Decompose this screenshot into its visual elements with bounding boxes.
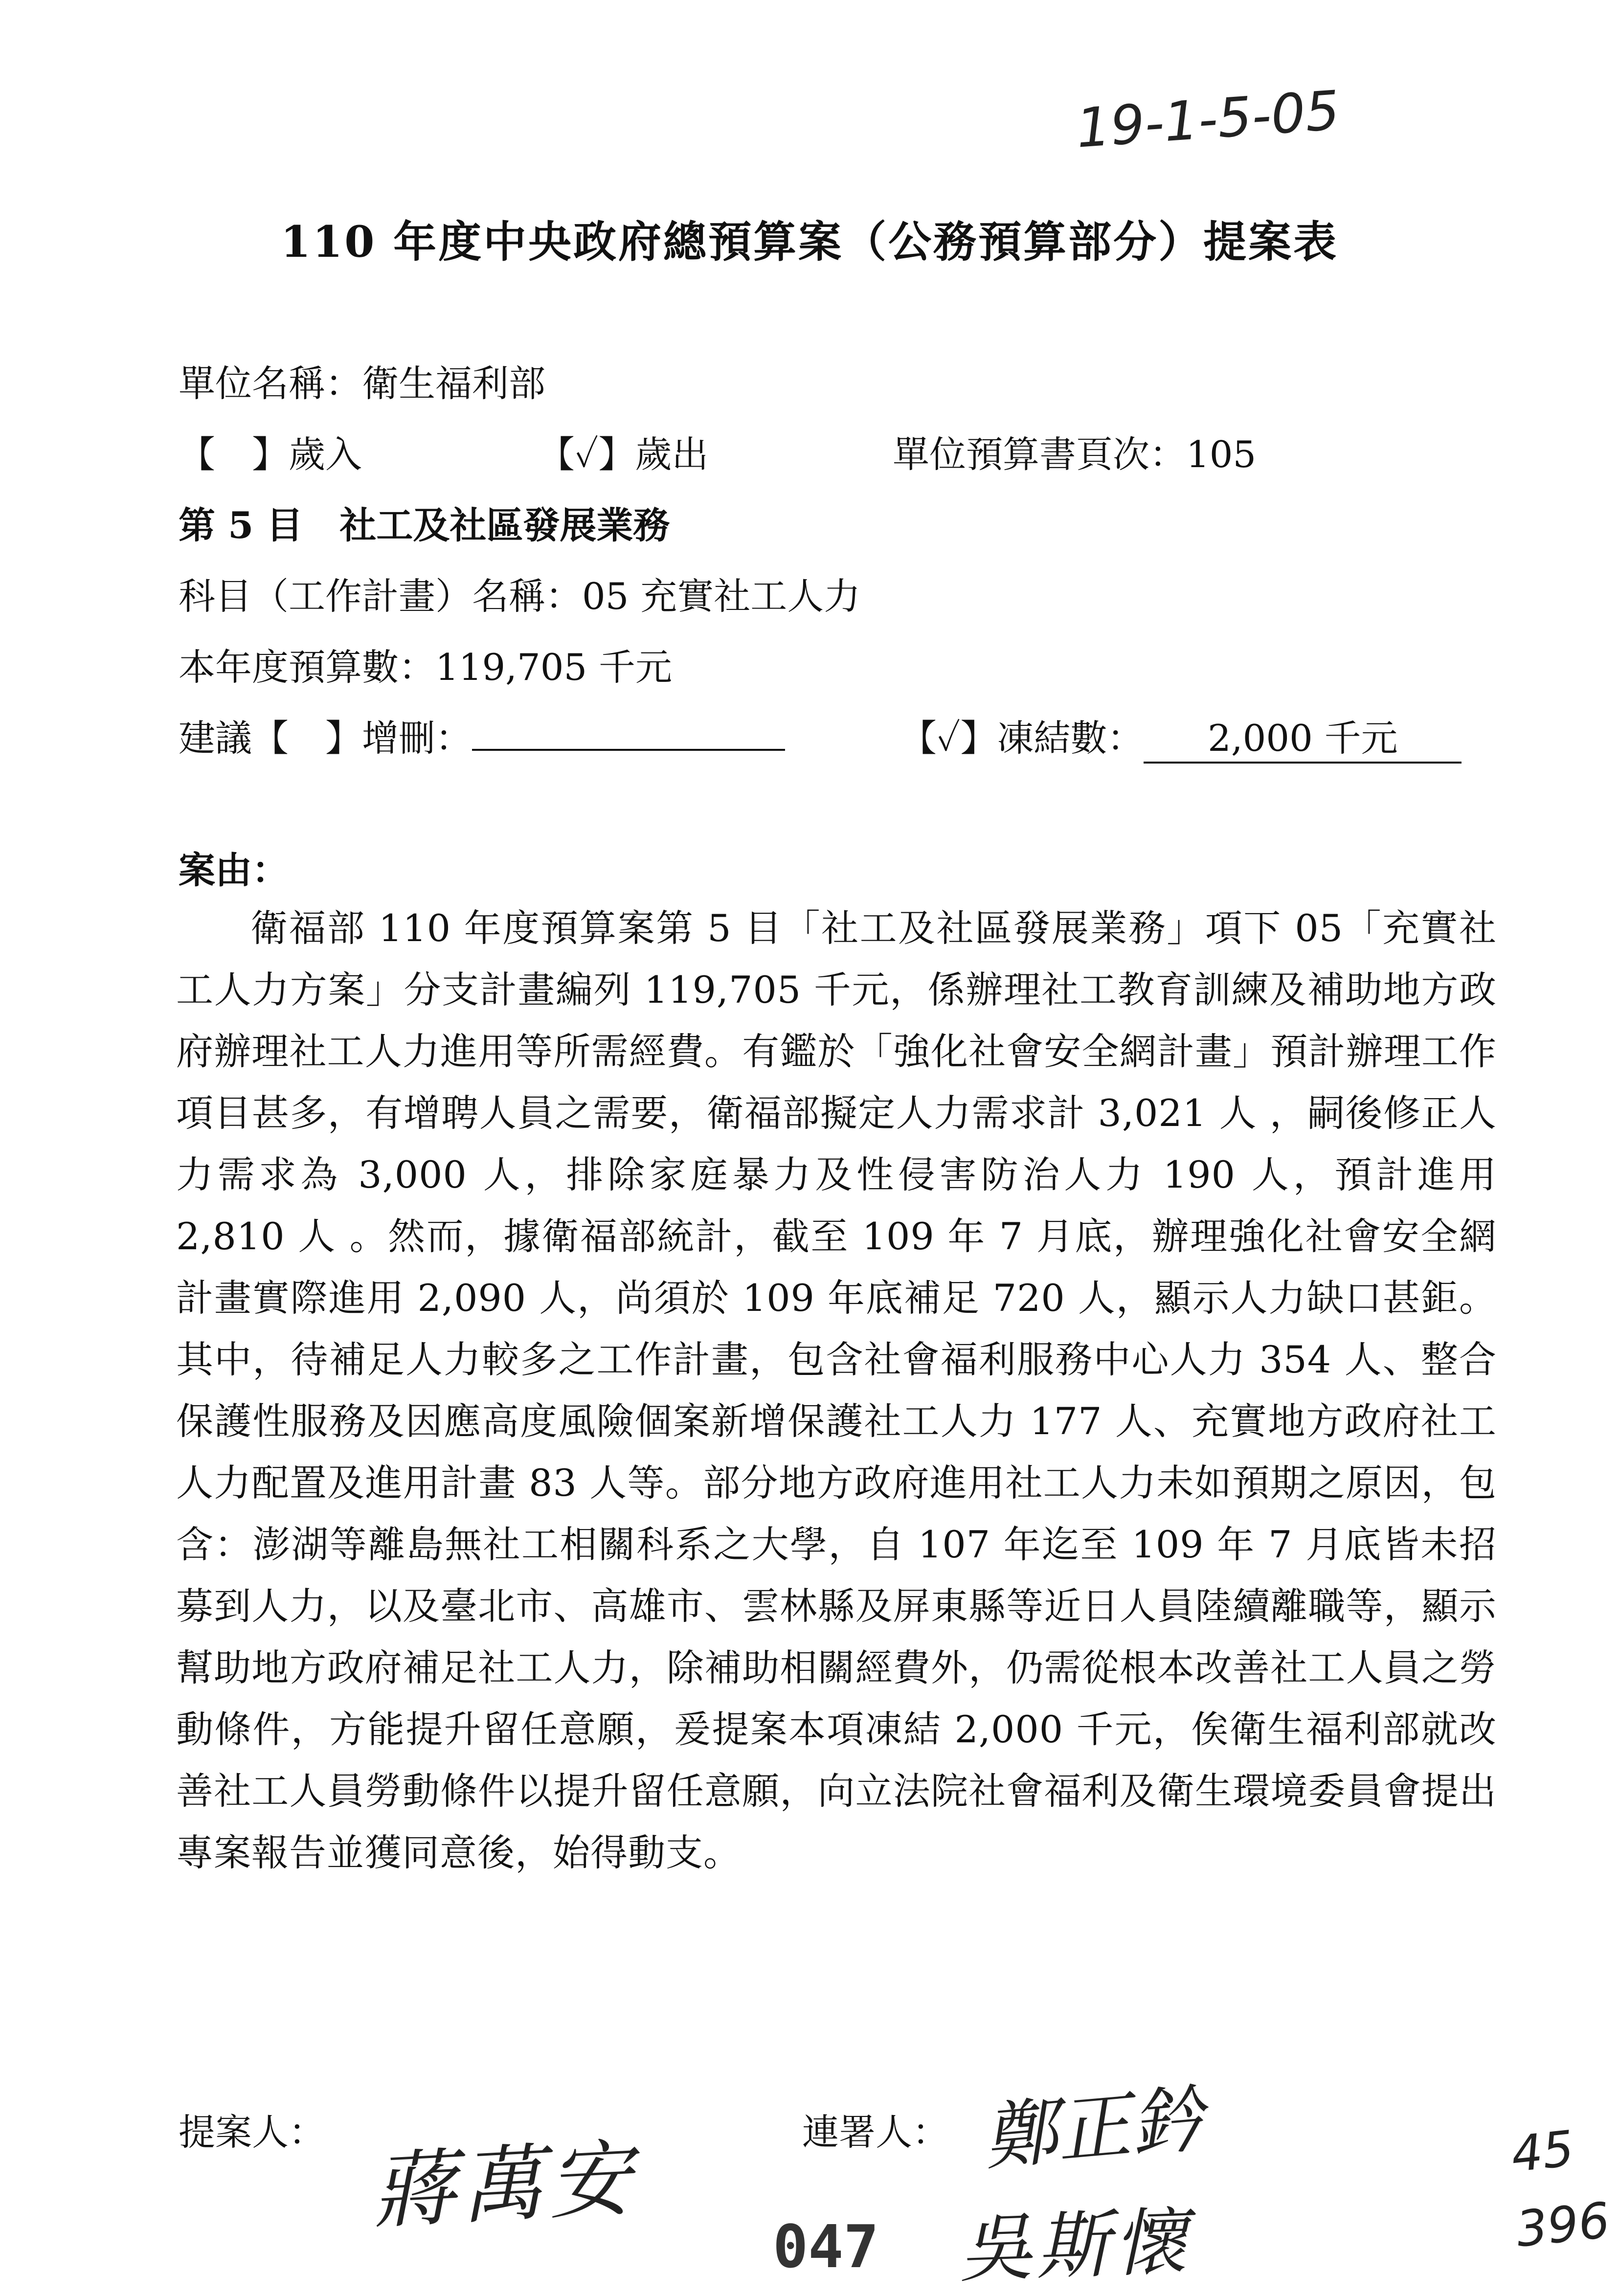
margin-note-top: 45 <box>1508 2119 1577 2183</box>
budget-amount-label: 本年度預算數： <box>179 646 436 689</box>
reason-heading: 案由： <box>179 849 289 892</box>
page-stamp-number: 047 <box>773 2213 879 2281</box>
handwritten-reference-number: 19-1-5-05 <box>1074 79 1342 160</box>
unit-name-row <box>179 355 545 407</box>
expenditure-checkbox: 【✓】 <box>538 433 635 476</box>
freeze-amount: 2,000 千元 <box>1144 709 1462 764</box>
document-title: 110 年度中央政府總預算案（公務預算部分）提案表 <box>280 216 1339 267</box>
freeze-row <box>900 709 1462 764</box>
reason-body-text: 衛福部 110 年度預算案第 5 目「社工及社區發展業務」項下 05「充實社工人力方案」分支計畫編列 119,705 千元，係辦理社工教育訓練及補助地方政府辦理社工人力進用等所需經費。有鑑於「強化社會安全網計畫」預計辦理工作項目甚多，有增聘人員之需要，衛福部擬定人力需求計 3,021 人 ，嗣後修正人力需求為 3,000 人，排除家庭暴力及性侵害防治人力 190 人，預計進用 2,810 人 。然而，據衛福部統計，截至 109 年 7 月底，辦理強化社會安全網計畫實際進用 2,090 人，尚須於 109 年底補足 720 人，顯示人力缺口甚鉅。其中，待補足人力較多之工作計畫，包含社會福利服務中心人力 354 人、整合保護性服務及因應高度風險個案新增保護社工人力 177 人、充實地方政府社工人力配置及進用計畫 83 人等。部分地方政府進用社工人力未如預期之原因，包含：澎湖等離島無社工相關科系之大學，自 107 年迄至 109 年 7 月底皆未招募到人力，以及臺北市、高雄市、雲林縣及屏東縣等近日人員陸續離職等，顯示幫助地方政府補足社工人力，除補助相關經費外，仍需從根本改善社工人員之勞動條件，方能提升留任意願，爰提案本項凍結 2,000 千元，俟衛生福利部就改善社工人員勞動條件以提升留任意願，向立法院社會福利及衛生環境委員會提出專案報告並獲同意後，始得動支。 <box>176 906 1497 1874</box>
revenue-checkbox-row <box>179 426 362 478</box>
suggestion-label: 建議 <box>179 717 252 760</box>
change-amount-blank <box>472 718 785 751</box>
subject-value: 05 充實社工人力 <box>582 575 861 618</box>
revenue-label: 歲入 <box>289 433 362 476</box>
change-checkbox: 【 】 <box>252 717 362 760</box>
cosigner-signature-1: 鄭正鈐 <box>980 2076 1207 2181</box>
unit-name-label: 單位名稱： <box>179 362 362 405</box>
budget-amount-value: 119,705 千元 <box>435 646 673 689</box>
proposer-signature: 蔣萬安 <box>370 2130 639 2241</box>
suggestion-row <box>179 709 785 762</box>
freeze-checkbox: 【✓】 <box>900 717 997 760</box>
proposer-label: 提案人： <box>179 2111 326 2154</box>
budget-page-row <box>893 426 1256 478</box>
item-heading: 第 5 目 社工及社區發展業務 <box>179 504 670 547</box>
unit-name-value: 衛生福利部 <box>362 362 546 405</box>
freeze-label: 凍結數： <box>997 717 1144 760</box>
subject-row <box>179 567 860 620</box>
revenue-checkbox: 【 】 <box>179 433 289 476</box>
cosigner-label: 連署人： <box>802 2111 949 2154</box>
change-label: 增刪： <box>362 717 472 760</box>
expenditure-label: 歲出 <box>635 433 709 476</box>
budget-amount-row <box>179 638 672 691</box>
margin-note-bottom: 396 <box>1513 2191 1613 2258</box>
budget-page-label: 單位預算書頁次： <box>893 433 1187 476</box>
expenditure-checkbox-row <box>538 426 708 478</box>
cosigner-signature-2: 吳斯懷 <box>957 2199 1192 2293</box>
subject-label: 科目（工作計畫）名稱： <box>179 575 583 618</box>
budget-page-value: 105 <box>1186 433 1257 476</box>
